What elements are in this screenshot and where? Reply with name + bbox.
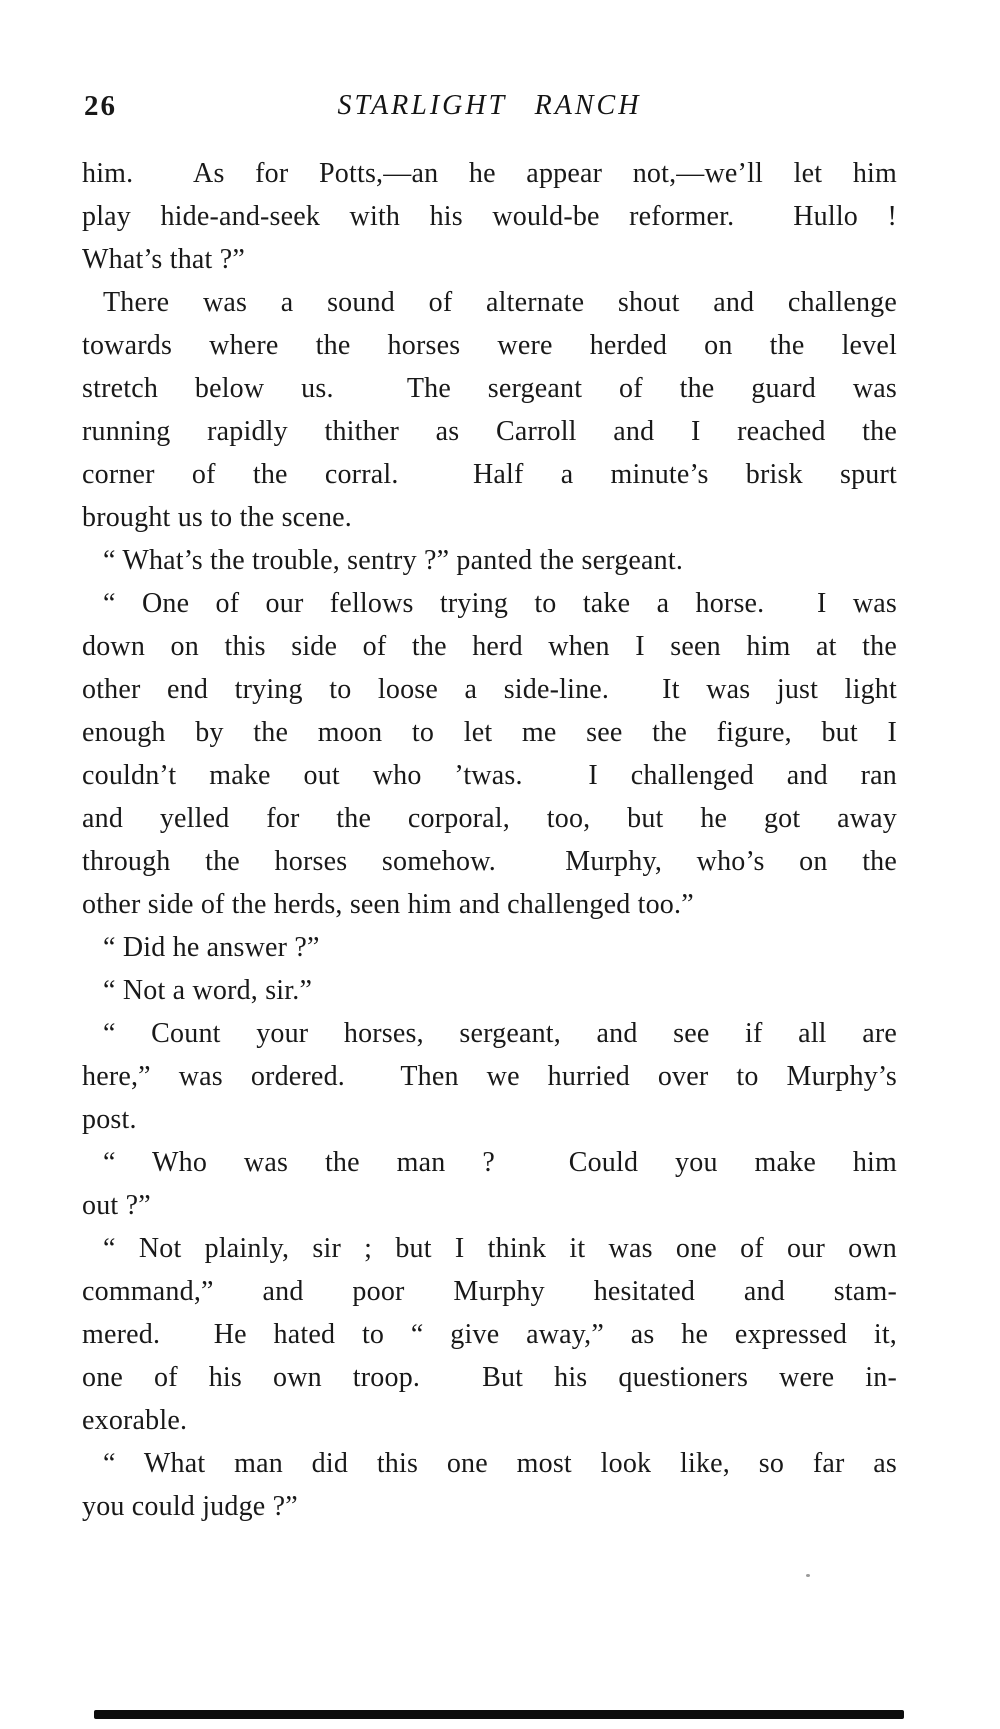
text-line: post.: [82, 1104, 137, 1135]
text-line: other side of the herds, seen him and challenged too.”: [82, 889, 694, 920]
text-line: him. As for Potts,—an he appear not,—we’ll let him: [82, 158, 897, 189]
text-line: towards where the horses were herded on the level: [82, 330, 897, 361]
text-line: mered. He hated to “ give away,” as he expressed it,: [82, 1319, 897, 1350]
text-line: command,” and poor Murphy hesitated and stam-: [82, 1276, 897, 1307]
running-head-title: STARLIGHT RANCH: [337, 90, 642, 121]
scan-speck-artifact: [806, 1574, 810, 1577]
text-line: What’s that ?”: [82, 244, 245, 275]
text-line: play hide-and-seek with his would-be reformer. Hullo !: [82, 201, 897, 232]
text-line: corner of the corral. Half a minute’s brisk spurt: [82, 459, 897, 490]
text-line: other end trying to loose a side-line. It was just light: [82, 674, 897, 705]
text-line: one of his own troop. But his questioners were in-: [82, 1362, 897, 1393]
text-line: “ Count your horses, sergeant, and see if all are: [103, 1018, 897, 1049]
scan-bottom-edge-artifact: [94, 1710, 904, 1719]
text-line: “ One of our fellows trying to take a horse. I was: [103, 588, 897, 619]
text-line: down on this side of the herd when I seen him at the: [82, 631, 897, 662]
page-header: [82, 88, 897, 124]
text-line: “ What man did this one most look like, so far as: [103, 1448, 897, 1479]
body-text: [82, 152, 897, 1528]
text-line: “ Who was the man ? Could you make him: [103, 1147, 897, 1178]
text-line: through the horses somehow. Murphy, who’s on the: [82, 846, 897, 877]
text-line: brought us to the scene.: [82, 502, 352, 533]
text-line: stretch below us. The sergeant of the guard was: [82, 373, 897, 404]
text-line: you could judge ?”: [82, 1491, 298, 1522]
text-line: “ Not a word, sir.”: [103, 975, 313, 1006]
text-line: and yelled for the corporal, too, but he got away: [82, 803, 897, 834]
text-line: There was a sound of alternate shout and challenge: [103, 287, 897, 318]
text-line: enough by the moon to let me see the figure, but I: [82, 717, 897, 748]
text-line: out ?”: [82, 1190, 151, 1221]
text-line: exorable.: [82, 1405, 188, 1436]
text-line: “ What’s the trouble, sentry ?” panted the sergeant.: [103, 545, 684, 576]
text-line: couldn’t make out who ’twas. I challenged and ran: [82, 760, 897, 791]
text-line: “ Did he answer ?”: [103, 932, 320, 963]
page-number: 26: [84, 90, 117, 122]
text-line: running rapidly thither as Carroll and I reached the: [82, 416, 897, 447]
text-line: here,” was ordered. Then we hurried over to Murphy’s: [82, 1061, 897, 1092]
text-line: “ Not plainly, sir ; but I think it was one of our own: [103, 1233, 897, 1264]
